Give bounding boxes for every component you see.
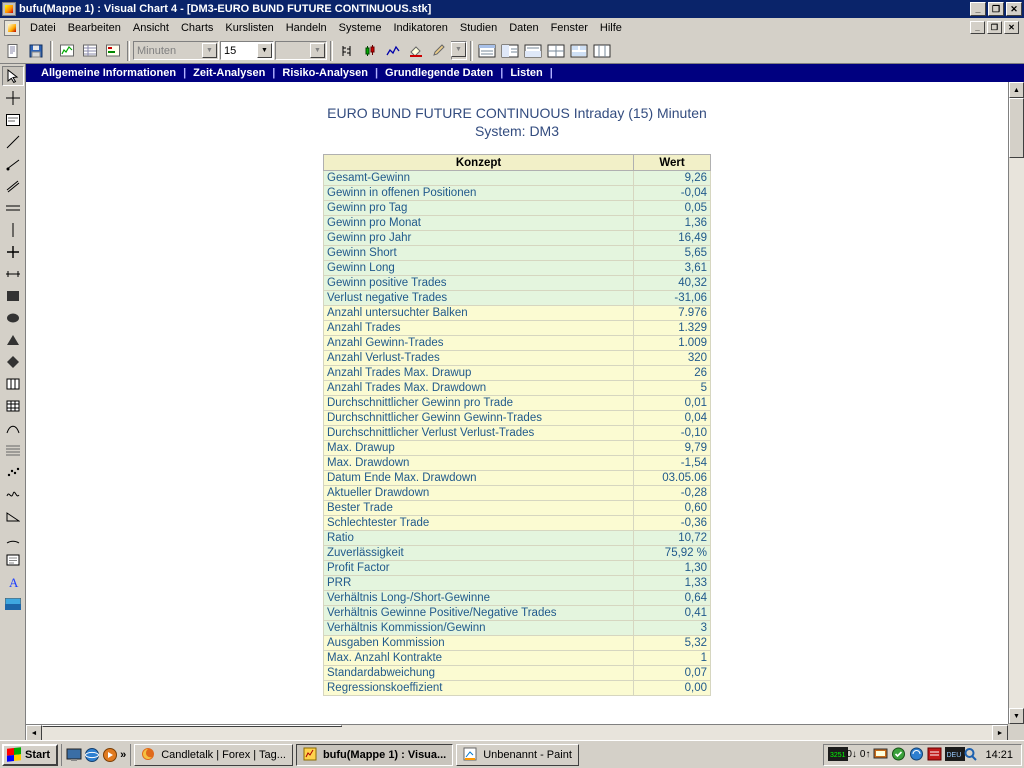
table-row <box>324 681 711 696</box>
table-row <box>324 306 711 321</box>
cell-konzept: Zuverlässigkeit <box>324 546 634 561</box>
quick-launch-bar <box>61 744 131 766</box>
nav-link-allgemeine-informationen[interactable]: Allgemeine Informationen <box>41 67 177 79</box>
table-row <box>324 561 711 576</box>
layout-4-icon[interactable] <box>545 40 567 62</box>
cell-konzept: Anzahl Trades Max. Drawup <box>324 366 634 381</box>
report-title-line2: System: DM3 <box>474 123 559 139</box>
visual-chart-icon <box>303 747 319 763</box>
cell-konzept: Anzahl untersuchter Balken <box>324 306 634 321</box>
cell-wert: 1,33 <box>634 576 711 591</box>
nav-separator: | <box>500 67 504 79</box>
table-row <box>324 576 711 591</box>
table-row <box>324 411 711 426</box>
clock[interactable]: 14:21 <box>985 748 1013 761</box>
chart-window-icon[interactable] <box>56 40 78 62</box>
nav-link-listen[interactable]: Listen <box>510 67 543 79</box>
chevron-down-icon[interactable]: ▼ <box>202 43 217 58</box>
cell-konzept: Durchschnittlicher Gewinn pro Trade <box>324 396 634 411</box>
table-row <box>324 171 711 186</box>
show-desktop-icon[interactable] <box>66 747 82 763</box>
horizontal-scrollbar-row <box>26 724 1024 740</box>
rectangle-tool-icon[interactable] <box>2 286 24 306</box>
scroll-up-button[interactable]: ▲ <box>1009 82 1024 98</box>
cell-konzept: Gewinn Long <box>324 261 634 276</box>
cell-konzept: Profit Factor <box>324 561 634 576</box>
cell-wert: 7.976 <box>634 306 711 321</box>
sync-tray-icon[interactable] <box>909 747 924 762</box>
minimize-button[interactable]: _ <box>970 2 986 16</box>
text-tool-icon[interactable] <box>2 572 24 592</box>
chevron-down-icon[interactable]: ▼ <box>310 43 325 58</box>
cell-wert: -0,28 <box>634 486 711 501</box>
table-row <box>324 441 711 456</box>
layout-3-icon[interactable] <box>522 40 544 62</box>
toolbar-separator-4 <box>470 41 473 61</box>
table-header-row <box>324 155 711 171</box>
monitor-tray-icon[interactable] <box>873 747 888 762</box>
table-row <box>324 231 711 246</box>
vertical-scrollbar[interactable] <box>1008 82 1024 724</box>
cell-wert: 3 <box>634 621 711 636</box>
layout-2-icon[interactable] <box>499 40 521 62</box>
horizontal-scroll-thumb[interactable] <box>42 725 342 727</box>
taskbar-button-browser[interactable] <box>134 744 293 766</box>
table-row <box>324 216 711 231</box>
menu-item-handeln[interactable]: Handeln <box>285 21 327 34</box>
statistics-table-body <box>324 171 711 696</box>
menu-item-charts[interactable]: Charts <box>180 21 214 34</box>
windows-logo-icon <box>7 747 21 761</box>
cell-wert: -31,06 <box>634 291 711 306</box>
triangle-tool-icon[interactable] <box>2 330 24 350</box>
maximize-button[interactable]: ❐ <box>988 2 1004 16</box>
cell-wert: 1,30 <box>634 561 711 576</box>
cell-wert: 0,64 <box>634 591 711 606</box>
cell-wert: 0,07 <box>634 666 711 681</box>
cell-konzept: Anzahl Gewinn-Trades <box>324 336 634 351</box>
table-row <box>324 546 711 561</box>
window-titlebar <box>0 0 1024 18</box>
cell-wert: -0,36 <box>634 516 711 531</box>
taskbar-button-label: bufu(Mappe 1) : Visua... <box>322 748 447 761</box>
cell-konzept: Ratio <box>324 531 634 546</box>
trendline-tool-icon[interactable] <box>2 132 24 152</box>
nav-link-zeit-analysen[interactable]: Zeit-Analysen <box>193 67 266 79</box>
plus-tool-icon[interactable] <box>2 242 24 262</box>
text-box-tool-icon[interactable] <box>2 110 24 130</box>
system-tray <box>823 744 1022 766</box>
chevron-down-icon[interactable]: ▼ <box>257 43 272 58</box>
cell-konzept: Regressionskoeffizient <box>324 681 634 696</box>
cell-konzept: Max. Drawdown <box>324 456 634 471</box>
taskbar-button-label: Unbenannt - Paint <box>483 748 572 761</box>
grid-tool-icon[interactable] <box>2 396 24 416</box>
cell-wert: 3,61 <box>634 261 711 276</box>
statistics-table <box>323 154 711 696</box>
table-row <box>324 606 711 621</box>
pen-icon[interactable] <box>428 40 450 62</box>
cell-konzept: Gewinn pro Tag <box>324 201 634 216</box>
cell-konzept: Schlechtester Trade <box>324 516 634 531</box>
cell-konzept: Gewinn in offenen Positionen <box>324 186 634 201</box>
table-row <box>324 336 711 351</box>
report-body <box>26 82 1024 724</box>
parallel-lines-tool-icon[interactable] <box>2 198 24 218</box>
scroll-down-button[interactable]: ▼ <box>1009 708 1024 724</box>
table-row <box>324 321 711 336</box>
drawing-tools-strip <box>0 64 26 740</box>
cell-konzept: Max. Anzahl Kontrakte <box>324 651 634 666</box>
layout-5-icon[interactable] <box>568 40 590 62</box>
table-row <box>324 246 711 261</box>
horizontal-scrollbar[interactable] <box>26 724 1008 740</box>
column-header-wert: Wert <box>634 155 711 171</box>
price-list-icon[interactable] <box>79 40 101 62</box>
vertical-line-tool-icon[interactable] <box>2 220 24 240</box>
menu-item-daten[interactable]: Daten <box>509 21 539 34</box>
cell-wert: 9,26 <box>634 171 711 186</box>
table-row <box>324 201 711 216</box>
cell-konzept: Max. Drawup <box>324 441 634 456</box>
cell-konzept: Aktueller Drawdown <box>324 486 634 501</box>
depth-icon[interactable] <box>102 40 124 62</box>
taskbar <box>0 740 1024 768</box>
note-tool-icon[interactable] <box>2 550 24 570</box>
table-row <box>324 186 711 201</box>
table-row <box>324 276 711 291</box>
cell-konzept: Anzahl Trades <box>324 321 634 336</box>
cell-wert: 0,01 <box>634 396 711 411</box>
table-row <box>324 651 711 666</box>
mdi-minimize-button[interactable]: _ <box>970 21 985 34</box>
table-row <box>324 396 711 411</box>
cell-wert: 0,05 <box>634 201 711 216</box>
menu-item-bearbeiten[interactable]: Bearbeiten <box>67 21 121 34</box>
cell-konzept: Anzahl Trades Max. Drawdown <box>324 381 634 396</box>
scroll-left-button[interactable]: ◄ <box>26 725 42 741</box>
window-controls <box>970 2 1022 16</box>
cell-wert: 5 <box>634 381 711 396</box>
arc-tool-icon[interactable] <box>2 528 24 548</box>
toolbar-separator-1 <box>50 41 53 61</box>
mdi-window-controls <box>970 21 1022 34</box>
channel-tool-icon[interactable] <box>2 176 24 196</box>
table-row <box>324 366 711 381</box>
cell-konzept: Verhältnis Gewinne Positive/Negative Trades <box>324 606 634 621</box>
table-row <box>324 426 711 441</box>
menu-item-kurslisten[interactable]: Kurslisten <box>225 21 274 34</box>
cell-wert: 5,65 <box>634 246 711 261</box>
document-pane <box>26 64 1024 740</box>
wave-tool-icon[interactable] <box>2 484 24 504</box>
nav-separator: | <box>374 67 379 79</box>
nav-separator: | <box>183 67 187 79</box>
table-row <box>324 621 711 636</box>
cell-konzept: Verhältnis Long-/Short-Gewinne <box>324 591 634 606</box>
cell-wert: 1.329 <box>634 321 711 336</box>
close-button[interactable]: ✕ <box>1006 2 1022 16</box>
cell-konzept: Durchschnittlicher Verlust Verlust-Trades <box>324 426 634 441</box>
angle-tool-icon[interactable] <box>2 506 24 526</box>
app-icon <box>2 2 16 16</box>
table-row <box>324 471 711 486</box>
table-row <box>324 456 711 471</box>
table-row <box>324 501 711 516</box>
internet-explorer-icon[interactable] <box>84 747 100 763</box>
table-row <box>324 351 711 366</box>
cell-wert: 1 <box>634 651 711 666</box>
start-button-label: Start <box>25 748 51 761</box>
cell-wert: 0,04 <box>634 411 711 426</box>
line-style-icon[interactable] <box>382 40 404 62</box>
cell-konzept: PRR <box>324 576 634 591</box>
columns-tool-icon[interactable] <box>2 374 24 394</box>
menu-item-hilfe[interactable]: Hilfe <box>599 21 622 34</box>
menu-bar <box>0 18 1024 38</box>
vertical-scroll-track[interactable] <box>1009 98 1024 708</box>
cell-konzept: Verhältnis Kommission/Gewinn <box>324 621 634 636</box>
cell-wert: 26 <box>634 366 711 381</box>
layout-1-icon[interactable] <box>476 40 498 62</box>
color-palette-icon[interactable] <box>2 594 24 614</box>
search-tray-icon[interactable] <box>963 747 978 762</box>
window-title: bufu(Mappe 1) : Visual Chart 4 - [DM3-EURO BUND FUTURE CONTINUOUS.stk] <box>19 3 432 15</box>
cell-wert: 0,41 <box>634 606 711 621</box>
antivirus-tray-icon[interactable] <box>891 747 906 762</box>
download-counter: 0↓ <box>846 749 857 760</box>
svg-text:DEU: DEU <box>946 752 962 759</box>
taskbar-button-paint[interactable] <box>456 744 579 766</box>
cell-wert: 0,00 <box>634 681 711 696</box>
cell-konzept: Gewinn pro Monat <box>324 216 634 231</box>
cell-wert: -1,54 <box>634 456 711 471</box>
menu-item-studien[interactable]: Studien <box>459 21 498 34</box>
nav-separator: | <box>549 67 553 79</box>
scatter-tool-icon[interactable] <box>2 462 24 482</box>
mdi-close-button[interactable]: ✕ <box>1004 21 1019 34</box>
table-row <box>324 486 711 501</box>
cell-wert: 75,92 % <box>634 546 711 561</box>
ray-tool-icon[interactable] <box>2 154 24 174</box>
firewall-tray-icon[interactable] <box>927 747 942 762</box>
bar-chart-style-icon[interactable] <box>336 40 358 62</box>
svg-text:3251: 3251 <box>830 752 846 759</box>
new-document-icon[interactable] <box>2 40 24 62</box>
table-row <box>324 636 711 651</box>
interval-combo[interactable] <box>220 41 274 60</box>
pointer-tool-icon[interactable] <box>2 66 24 86</box>
scrollbar-corner <box>1008 724 1024 740</box>
work-area <box>0 64 1024 740</box>
cell-konzept: Anzahl Verlust-Trades <box>324 351 634 366</box>
extra-combo[interactable] <box>275 41 327 60</box>
save-icon[interactable] <box>25 40 47 62</box>
pen-dropdown[interactable] <box>451 41 467 60</box>
layout-6-icon[interactable] <box>591 40 613 62</box>
taskbar-button-visualchart[interactable] <box>296 744 453 766</box>
report-page <box>26 82 1008 724</box>
report-navbar <box>26 64 1024 82</box>
horizontal-scroll-track[interactable] <box>42 725 992 740</box>
cell-konzept: Standardabweichung <box>324 666 634 681</box>
cell-konzept: Gesamt-Gewinn <box>324 171 634 186</box>
cell-konzept: Datum Ende Max. Drawdown <box>324 471 634 486</box>
cell-wert: -0,10 <box>634 426 711 441</box>
svg-text:A: A <box>8 575 18 589</box>
cell-wert: 5,32 <box>634 636 711 651</box>
fibonacci-tool-icon[interactable] <box>2 440 24 460</box>
color-fill-icon[interactable] <box>405 40 427 62</box>
paint-icon <box>463 747 479 763</box>
quick-launch-more[interactable]: » <box>120 748 127 761</box>
cell-wert: 0,60 <box>634 501 711 516</box>
start-button[interactable] <box>2 744 58 766</box>
table-row <box>324 591 711 606</box>
cell-konzept: Gewinn positive Trades <box>324 276 634 291</box>
table-row <box>324 381 711 396</box>
cell-konzept: Ausgaben Kommission <box>324 636 634 651</box>
mdi-restore-button[interactable]: ❐ <box>987 21 1002 34</box>
cell-wert: 10,72 <box>634 531 711 546</box>
menu-item-fenster[interactable]: Fenster <box>550 21 588 34</box>
toolbar-separator-2 <box>127 41 130 61</box>
nav-link-risiko-analysen[interactable]: Risiko-Analysen <box>282 67 368 79</box>
upload-counter: 0↑ <box>859 749 871 760</box>
cell-wert: 1.009 <box>634 336 711 351</box>
period-combo-value: Minuten <box>137 44 177 57</box>
cycle-lines-tool-icon[interactable] <box>2 418 24 438</box>
candlestick-style-icon[interactable] <box>359 40 381 62</box>
taskbar-button-label: Candletalk | Forex | Tag... <box>161 748 286 761</box>
table-row <box>324 291 711 306</box>
firefox-icon <box>141 747 157 763</box>
media-player-icon[interactable] <box>102 747 118 763</box>
keyboard-layout-icon[interactable] <box>945 747 960 762</box>
period-combo[interactable] <box>133 41 219 60</box>
crosshair-tool-icon[interactable] <box>2 88 24 108</box>
cell-wert: 320 <box>634 351 711 366</box>
nav-link-grundlegende-daten[interactable]: Grundlegende Daten <box>385 67 494 79</box>
cell-wert: 16,49 <box>634 231 711 246</box>
cell-wert: 03.05.06 <box>634 471 711 486</box>
cell-wert: -0,04 <box>634 186 711 201</box>
report-title-line1: EURO BUND FUTURE CONTINUOUS Intraday (15) Minuten <box>327 105 707 121</box>
network-meter-icon[interactable] <box>828 747 846 762</box>
menu-item-datei[interactable]: Datei <box>30 21 56 34</box>
chevron-down-icon[interactable]: ▼ <box>451 42 466 57</box>
menu-item-systeme[interactable]: Systeme <box>338 21 382 34</box>
cell-konzept: Verlust negative Trades <box>324 291 634 306</box>
column-header-konzept: Konzept <box>324 155 634 171</box>
document-icon[interactable] <box>4 20 20 36</box>
cell-wert: 1,36 <box>634 216 711 231</box>
table-row <box>324 516 711 531</box>
main-toolbar <box>0 38 1024 64</box>
vertical-scroll-thumb[interactable] <box>1009 98 1024 158</box>
interval-combo-value: 15 <box>224 44 237 57</box>
table-row <box>324 261 711 276</box>
diamond-tool-icon[interactable] <box>2 352 24 372</box>
toolbar-separator-3 <box>330 41 333 61</box>
cell-konzept: Gewinn pro Jahr <box>324 231 634 246</box>
cell-wert: 9,79 <box>634 441 711 456</box>
table-row <box>324 531 711 546</box>
cell-konzept: Bester Trade <box>324 501 634 516</box>
scroll-right-button[interactable]: ► <box>992 725 1008 741</box>
menu-item-indikatoren[interactable]: Indikatoren <box>393 21 448 34</box>
cell-wert: 40,32 <box>634 276 711 291</box>
cell-konzept: Durchschnittlicher Gewinn Gewinn-Trades <box>324 411 634 426</box>
cell-konzept: Gewinn Short <box>324 246 634 261</box>
nav-separator: | <box>272 67 276 79</box>
horizontal-ruler-icon[interactable] <box>2 264 24 284</box>
ellipse-tool-icon[interactable] <box>2 308 24 328</box>
table-row <box>324 666 711 681</box>
menu-item-ansicht[interactable]: Ansicht <box>132 21 169 34</box>
